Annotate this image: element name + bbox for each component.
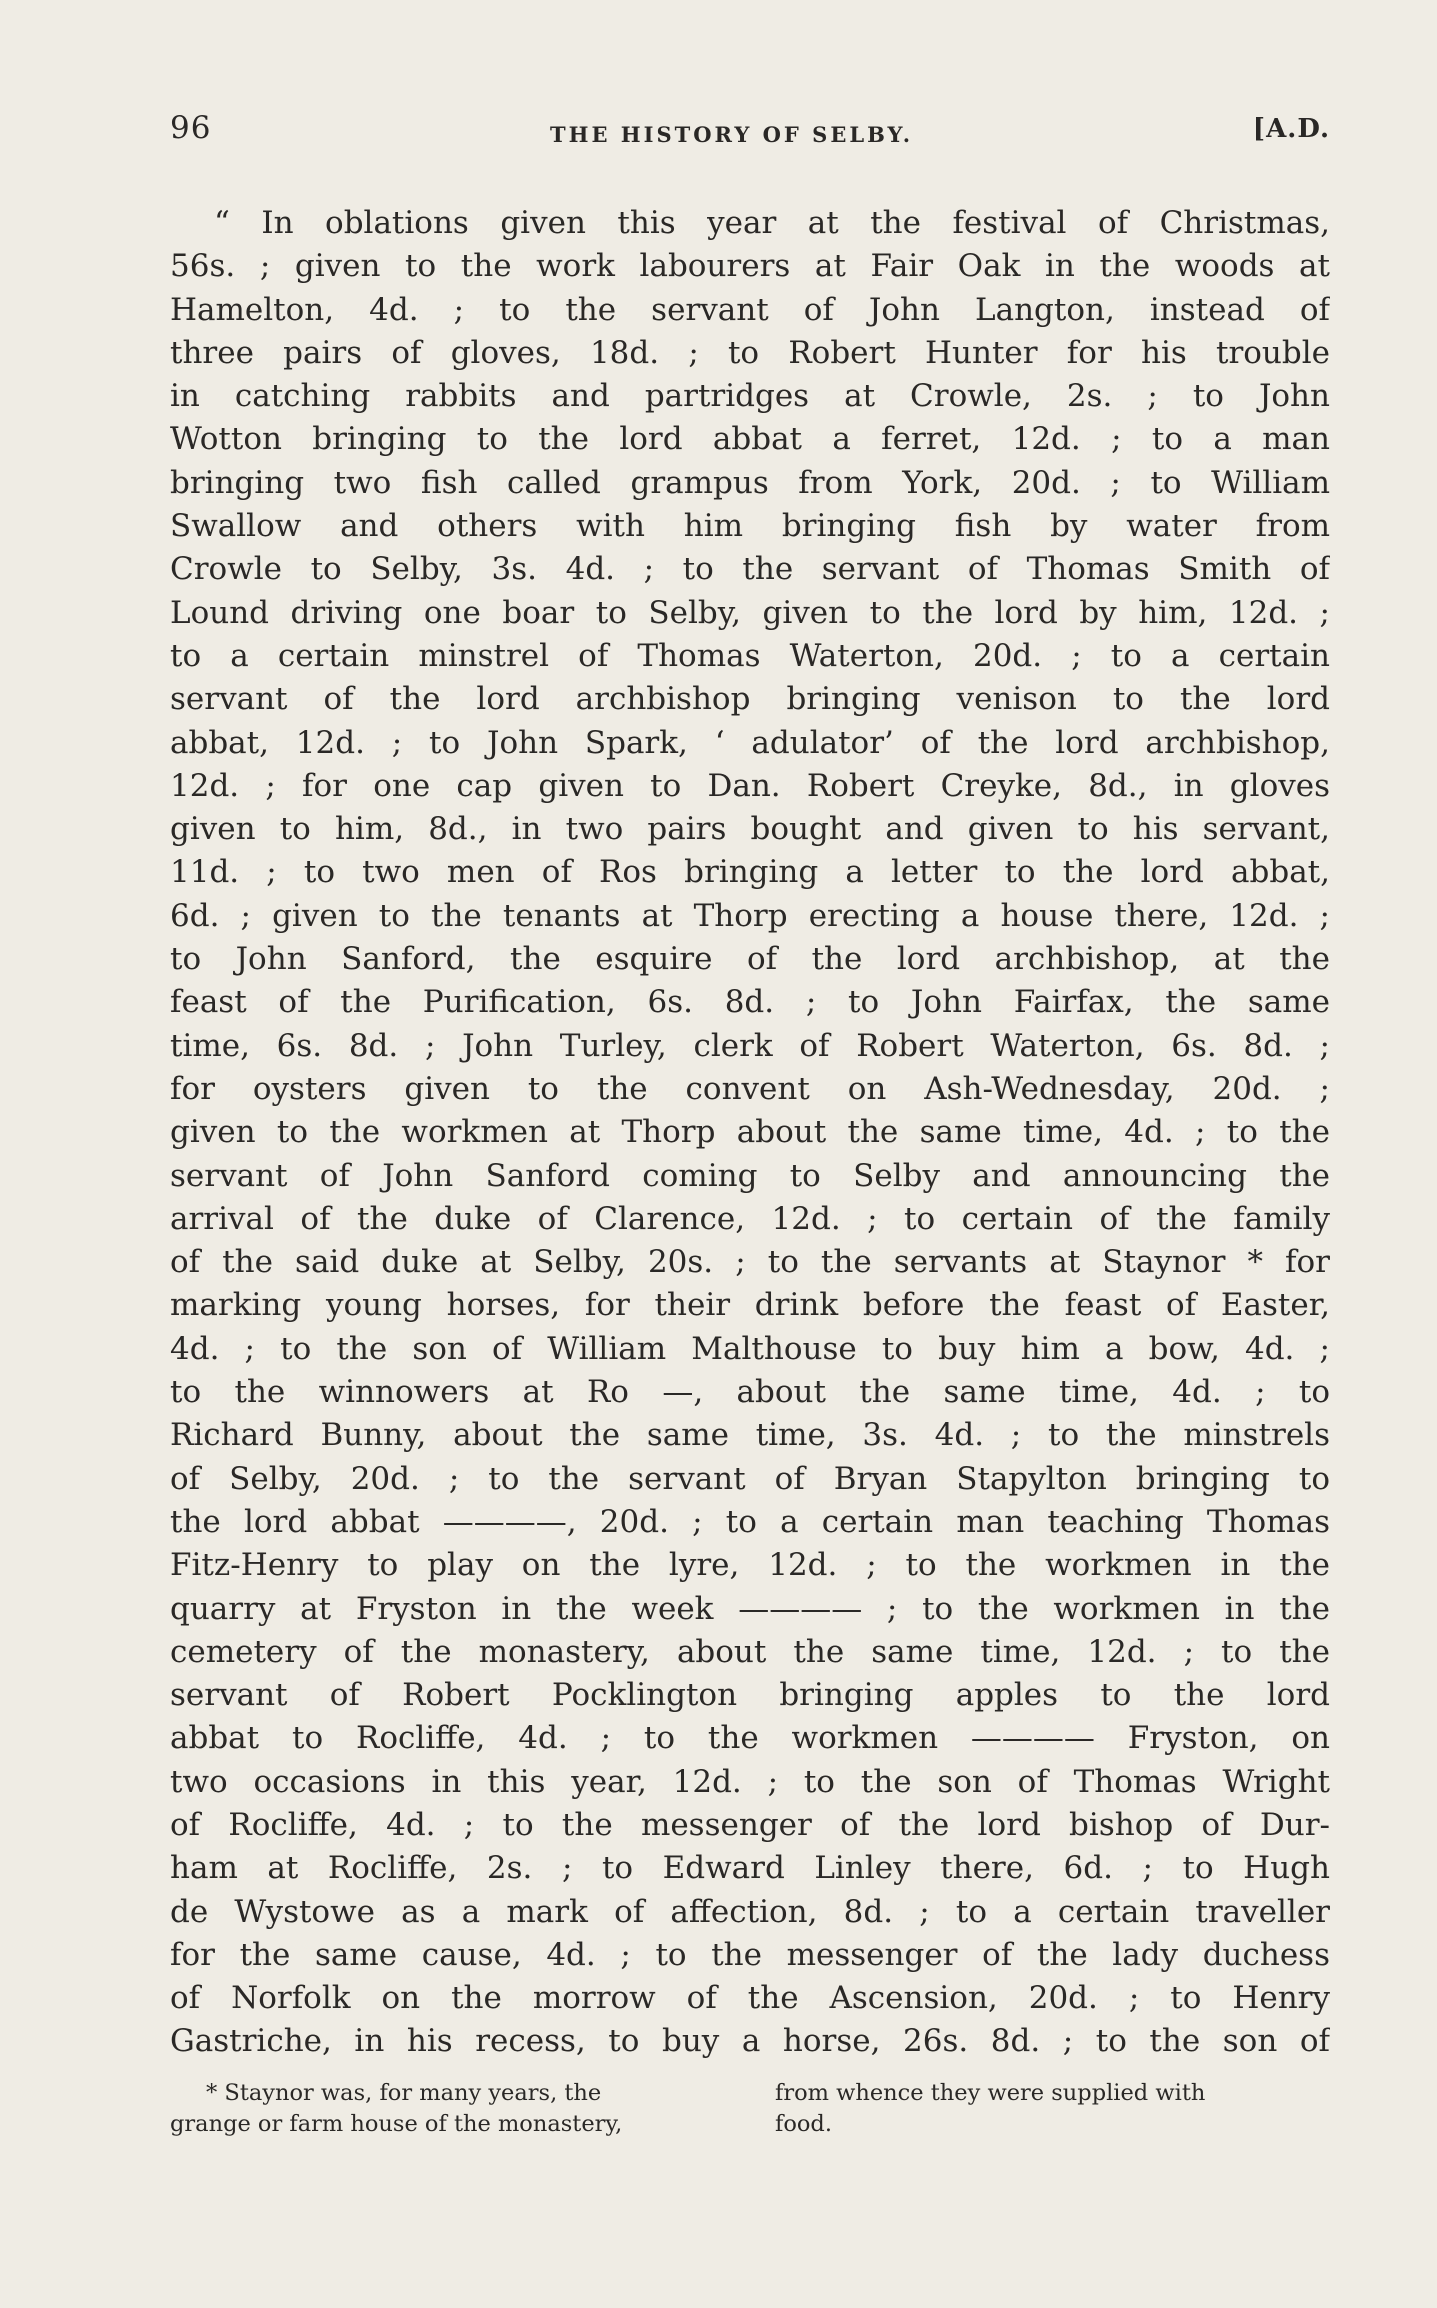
text-line: de Wystowe as a mark of affection, 8d. ; to a certain traveller (170, 1893, 1330, 1930)
text-line: to John Sanford, the esquire of the lord archbishop, at the (170, 941, 1330, 978)
footnote-right-column (775, 2078, 1330, 2140)
text-line: Richard Bunny, about the same time, 3s. 4d. ; to the minstrels (170, 1417, 1330, 1454)
page-header (170, 110, 1330, 160)
text-line: Hamelton, 4d. ; to the servant of John Langton, instead of (170, 291, 1330, 328)
text-line: of the said duke at Selby, 20s. ; to the servants at Staynor * for (170, 1244, 1330, 1281)
text-line: of Selby, 20d. ; to the servant of Bryan Stapylton bringing to (170, 1460, 1330, 1497)
text-line: marking young horses, for their drink before the feast of Easter, (170, 1287, 1330, 1324)
text-line: 11d. ; to two men of Ros bringing a letter to the lord abbat, (170, 854, 1330, 891)
text-line: feast of the Purification, 6s. 8d. ; to John Fairfax, the same (170, 984, 1330, 1021)
text-line: to the winnowers at Ro —, about the same time, 4d. ; to (170, 1374, 1330, 1411)
body-text (170, 202, 1330, 2064)
text-line: Fitz-Henry to play on the lyre, 12d. ; to the workmen in the (170, 1547, 1330, 1584)
text-line: given to the workmen at Thorp about the same time, 4d. ; to the (170, 1114, 1330, 1151)
text-line: abbat, 12d. ; to John Spark, ‘ adulator’ of the lord archbishop, (170, 724, 1330, 761)
text-line: 4d. ; to the son of William Malthouse to buy him a bow, 4d. ; (170, 1330, 1330, 1367)
text-line: servant of Robert Pocklington bringing apples to the lord (170, 1677, 1330, 1714)
text-line: abbat to Rocliffe, 4d. ; to the workmen ———— Fryston, on (170, 1720, 1330, 1757)
text-line: for oysters given to the convent on Ash-Wednesday, 20d. ; (170, 1070, 1330, 1107)
text-line: 56s. ; given to the work labourers at Fair Oak in the woods at (170, 248, 1330, 285)
footnote (170, 2078, 1330, 2140)
text-line: servant of John Sanford coming to Selby and announcing the (170, 1157, 1330, 1194)
text-line: cemetery of the monastery, about the same time, 12d. ; to the (170, 1633, 1330, 1670)
text-line: servant of the lord archbishop bringing venison to the lord (170, 681, 1330, 718)
text-line: 6d. ; given to the tenants at Thorp erecting a house there, 12d. ; (170, 897, 1330, 934)
text-line: to a certain minstrel of Thomas Waterton, 20d. ; to a certain (170, 637, 1330, 674)
text-line: three pairs of gloves, 18d. ; to Robert Hunter for his trouble (170, 334, 1330, 371)
page-number: 96 (170, 110, 212, 146)
text-line: two occasions in this year, 12d. ; to the son of Thomas Wright (170, 1763, 1330, 1800)
footnote-line: grange or farm house of the monastery, (170, 2111, 623, 2137)
footnote-line: * Staynor was, for many years, the (206, 2080, 602, 2106)
text-line: quarry at Fryston in the week ———— ; to the workmen in the (170, 1590, 1330, 1627)
text-line: Wotton bringing to the lord abbat a ferret, 12d. ; to a man (170, 421, 1330, 458)
text-line: bringing two fish called grampus from York, 20d. ; to William (170, 464, 1330, 501)
text-line: Gastriche, in his recess, to buy a horse, 26s. 8d. ; to the son of (170, 2023, 1330, 2060)
footnote-left-column (170, 2078, 725, 2140)
text-line: for the same cause, 4d. ; to the messenger of the lady duchess (170, 1936, 1330, 1973)
text-line: of Norfolk on the morrow of the Ascension, 20d. ; to Henry (170, 1980, 1330, 2017)
footnote-line: from whence they were supplied with (775, 2080, 1206, 2106)
text-line: in catching rabbits and partridges at Crowle, 2s. ; to John (170, 378, 1330, 415)
text-line: arrival of the duke of Clarence, 12d. ; to certain of the family (170, 1200, 1330, 1237)
text-line: time, 6s. 8d. ; John Turley, clerk of Robert Waterton, 6s. 8d. ; (170, 1027, 1330, 1064)
text-line: Lound driving one boar to Selby, given to the lord by him, 12d. ; (170, 594, 1330, 631)
text-line: “ In oblations given this year at the festival of Christmas, (214, 205, 1330, 241)
era-marker: [A.D. (1252, 114, 1330, 144)
text-line: 12d. ; for one cap given to Dan. Robert Creyke, 8d., in gloves (170, 767, 1330, 804)
text-line: Swallow and others with him bringing fish by water from (170, 508, 1330, 545)
text-line: ham at Rocliffe, 2s. ; to Edward Linley there, 6d. ; to Hugh (170, 1850, 1330, 1887)
running-title: THE HISTORY OF SELBY. (550, 122, 914, 147)
text-line: the lord abbat ————, 20d. ; to a certain man teaching Thomas (170, 1503, 1330, 1540)
text-line: given to him, 8d., in two pairs bought and given to his servant, (170, 811, 1330, 848)
footnote-line: food. (775, 2111, 832, 2137)
text-line: of Rocliffe, 4d. ; to the messenger of the lord bishop of Dur- (170, 1806, 1330, 1843)
text-line: Crowle to Selby, 3s. 4d. ; to the servant of Thomas Smith of (170, 551, 1330, 588)
